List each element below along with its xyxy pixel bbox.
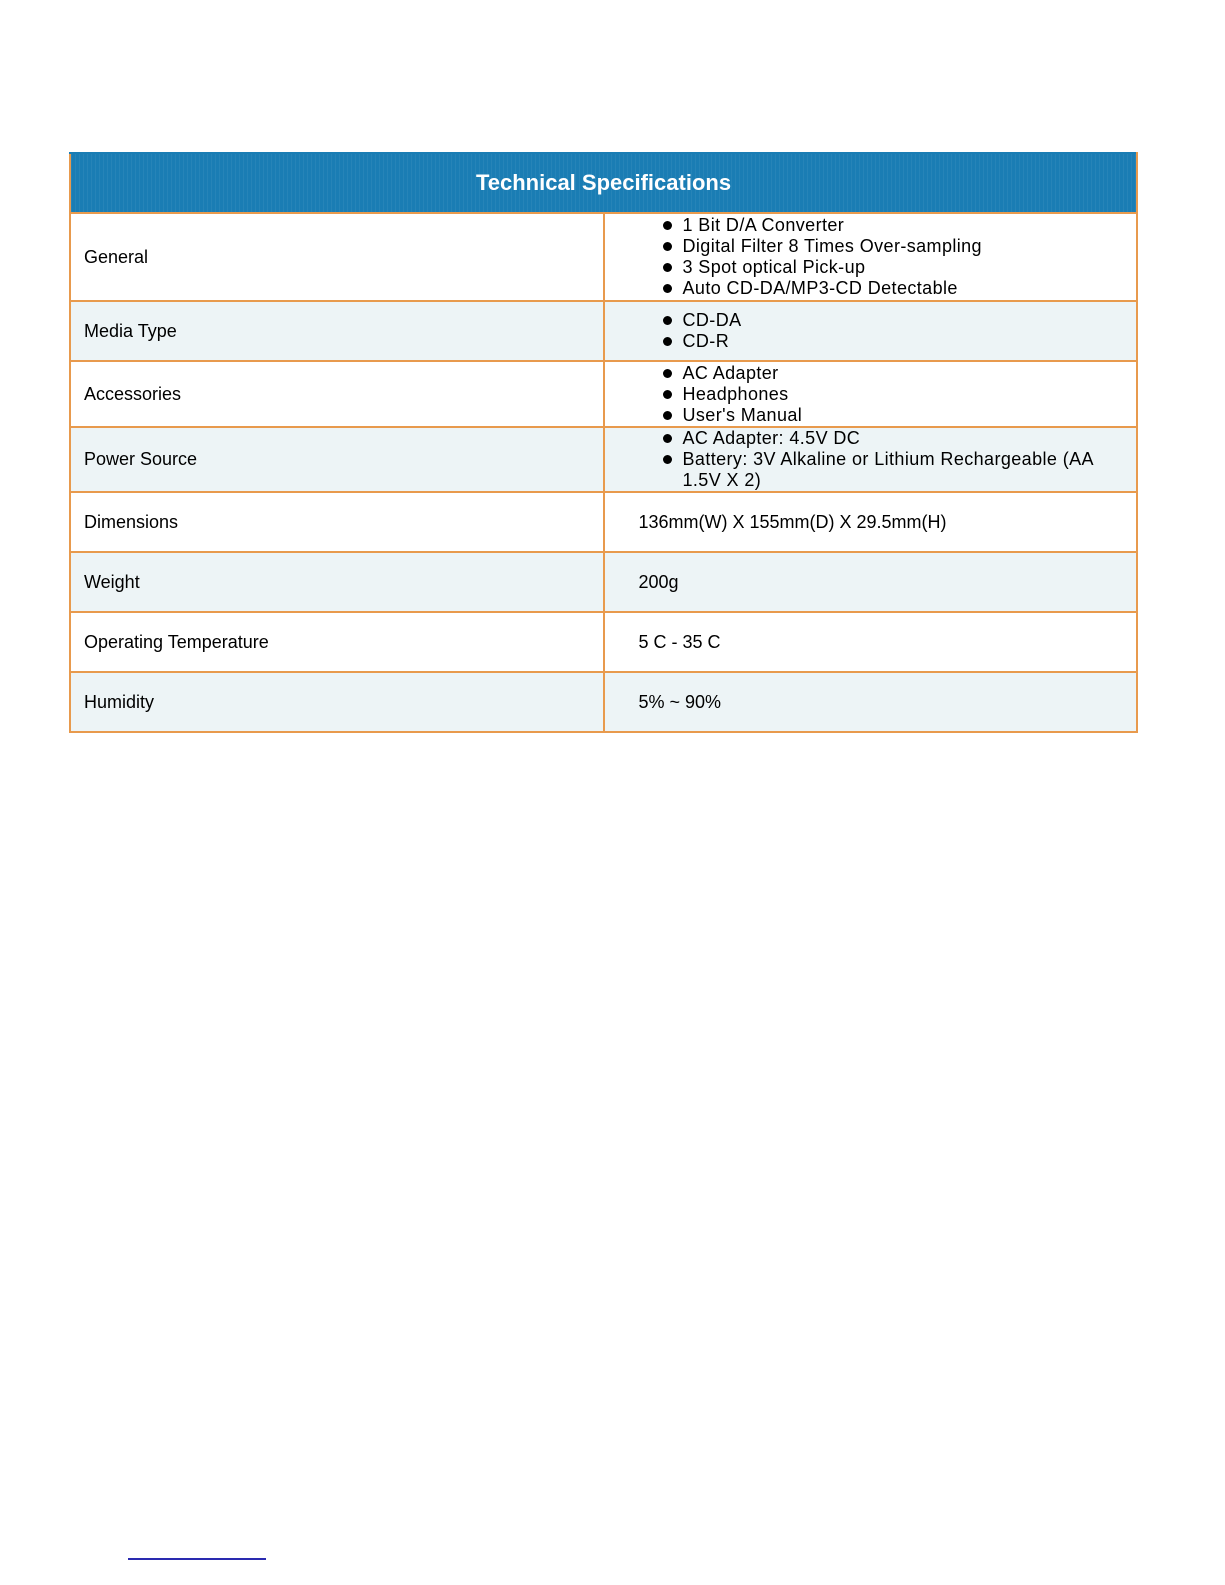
list-item: AC Adapter: 4.5V DC	[663, 428, 1137, 449]
list-item: Digital Filter 8 Times Over-sampling	[663, 236, 1137, 257]
list-item: CD-DA	[663, 310, 1137, 331]
spec-row-general	[70, 213, 1137, 301]
spec-row-accessories	[70, 361, 1137, 427]
table-title: Technical Specifications	[70, 153, 1137, 213]
spec-bullet-list	[663, 215, 1137, 299]
technical-specifications-table	[69, 152, 1138, 733]
footer-divider	[128, 1558, 266, 1560]
spec-label: Power Source	[70, 427, 604, 492]
list-item: AC Adapter	[663, 363, 1137, 384]
list-item: 1 Bit D/A Converter	[663, 215, 1137, 236]
spec-label: Humidity	[70, 672, 604, 732]
list-item: Auto CD-DA/MP3-CD Detectable	[663, 278, 1137, 299]
spec-row-weight	[70, 552, 1137, 612]
spec-label: Weight	[70, 552, 604, 612]
list-item: 3 Spot optical Pick-up	[663, 257, 1137, 278]
spec-row-dimensions	[70, 492, 1137, 552]
spec-value	[604, 213, 1138, 301]
list-item: Battery: 3V Alkaline or Lithium Rechargeable (AA 1.5V X 2)	[663, 449, 1137, 491]
spec-label: Operating Temperature	[70, 612, 604, 672]
spec-label: General	[70, 213, 604, 301]
spec-row-humidity	[70, 672, 1137, 732]
spec-value	[604, 427, 1138, 492]
spec-label: Dimensions	[70, 492, 604, 552]
spec-value	[604, 301, 1138, 361]
list-item: User's Manual	[663, 405, 1137, 426]
spec-value	[604, 361, 1138, 427]
list-item: Headphones	[663, 384, 1137, 405]
spec-value: 136mm(W) X 155mm(D) X 29.5mm(H)	[604, 492, 1138, 552]
spec-bullet-list	[663, 428, 1137, 491]
spec-row-operating-temperature	[70, 612, 1137, 672]
spec-value: 5% ~ 90%	[604, 672, 1138, 732]
list-item: CD-R	[663, 331, 1137, 352]
spec-label: Media Type	[70, 301, 604, 361]
spec-label: Accessories	[70, 361, 604, 427]
table-header-row	[70, 153, 1137, 213]
spec-value: 200g	[604, 552, 1138, 612]
spec-value: 5 C - 35 C	[604, 612, 1138, 672]
spec-bullet-list	[663, 310, 1137, 352]
spec-bullet-list	[663, 363, 1137, 426]
spec-row-power-source	[70, 427, 1137, 492]
spec-row-media-type	[70, 301, 1137, 361]
